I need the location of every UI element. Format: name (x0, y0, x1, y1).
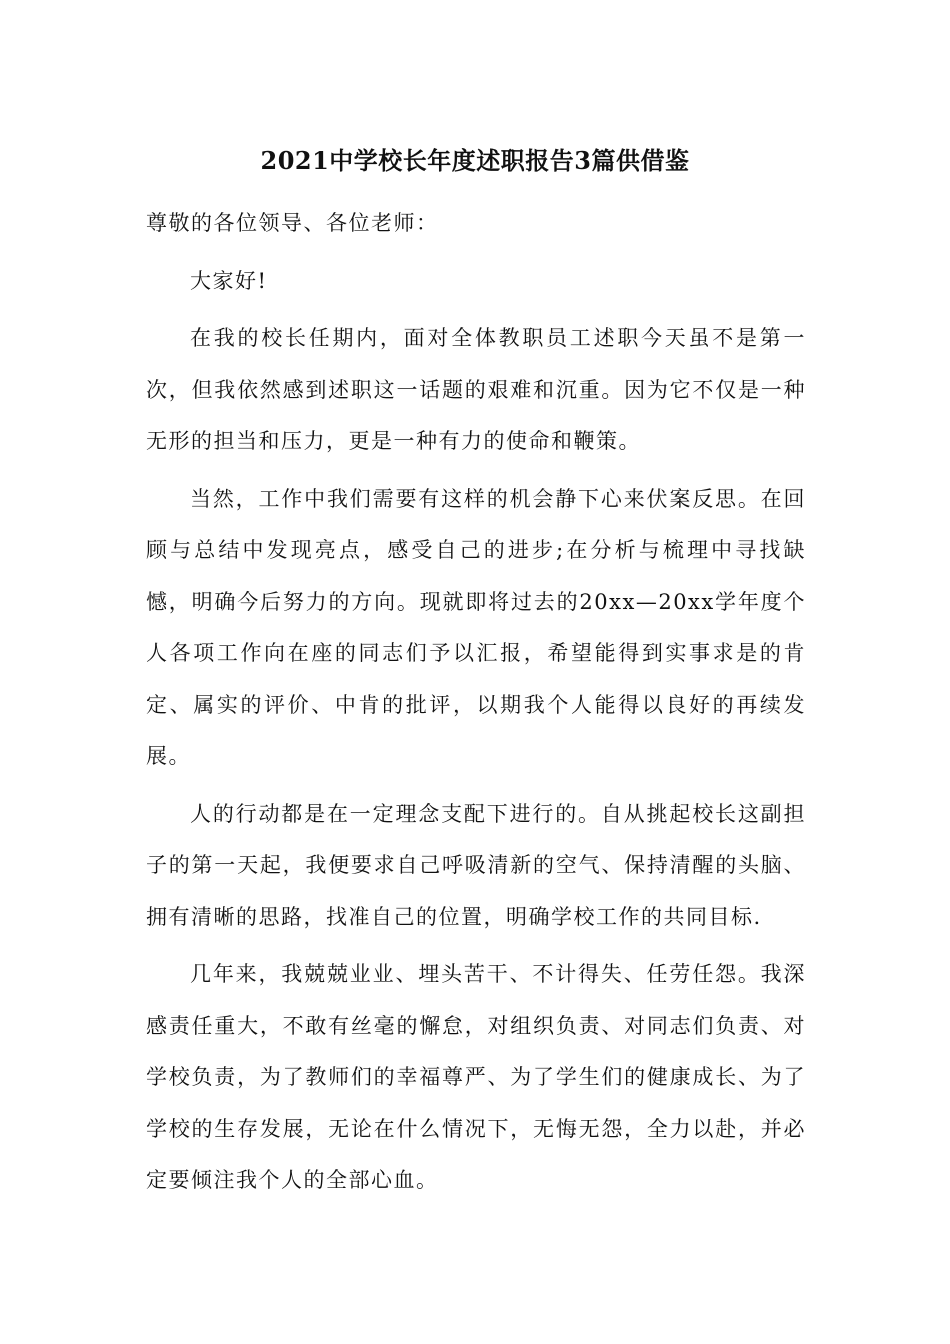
salutation-line: 尊敬的各位领导、各位老师： (146, 211, 439, 235)
paragraph-4: 几年来，我兢兢业业、埋头苦干、不计得失、任劳任怨。我深感责任重大，不敢有丝毫的懈怠，对组织负责、对同志们负责、对学校负责，为了教师们的幸福尊严、为了学生们的健康成长、为了学校的生存发展，无论在什么情况下，无悔无怨，全力以赴，并必定要倾注我个人的全部心血。 (146, 962, 806, 1192)
document-title: 2021中学校长年度述职报告3篇供借鉴 (260, 146, 690, 175)
paragraph-1: 在我的校长任期内，面对全体教职员工述职今天虽不是第一次，但我依然感到述职这一话题的艰难和沉重。因为它不仅是一种无形的担当和压力，更是一种有力的使命和鞭策。 (146, 326, 806, 453)
document-body (146, 198, 806, 1213)
paragraph-3: 人的行动都是在一定理念支配下进行的。自从挑起校长这副担子的第一天起，我便要求自己呼吸清新的空气、保持清醒的头脑、拥有清晰的思路，找准自己的位置，明确学校工作的共同目标. (146, 801, 806, 929)
greeting-line: 大家好! (190, 268, 268, 293)
paragraph-2: 当然，工作中我们需要有这样的机会静下心来伏案反思。在回顾与总结中发现亮点，感受自己的进步;在分析与梳理中寻找缺憾，明确今后努力的方向。现就即将过去的20xx—20xx学年度个人各项工作向在座的同志们予以汇报，希望能得到实事求是的肯定、属实的评价、中肯的批评，以期我个人能得以良好的再续发展。 (146, 486, 806, 768)
